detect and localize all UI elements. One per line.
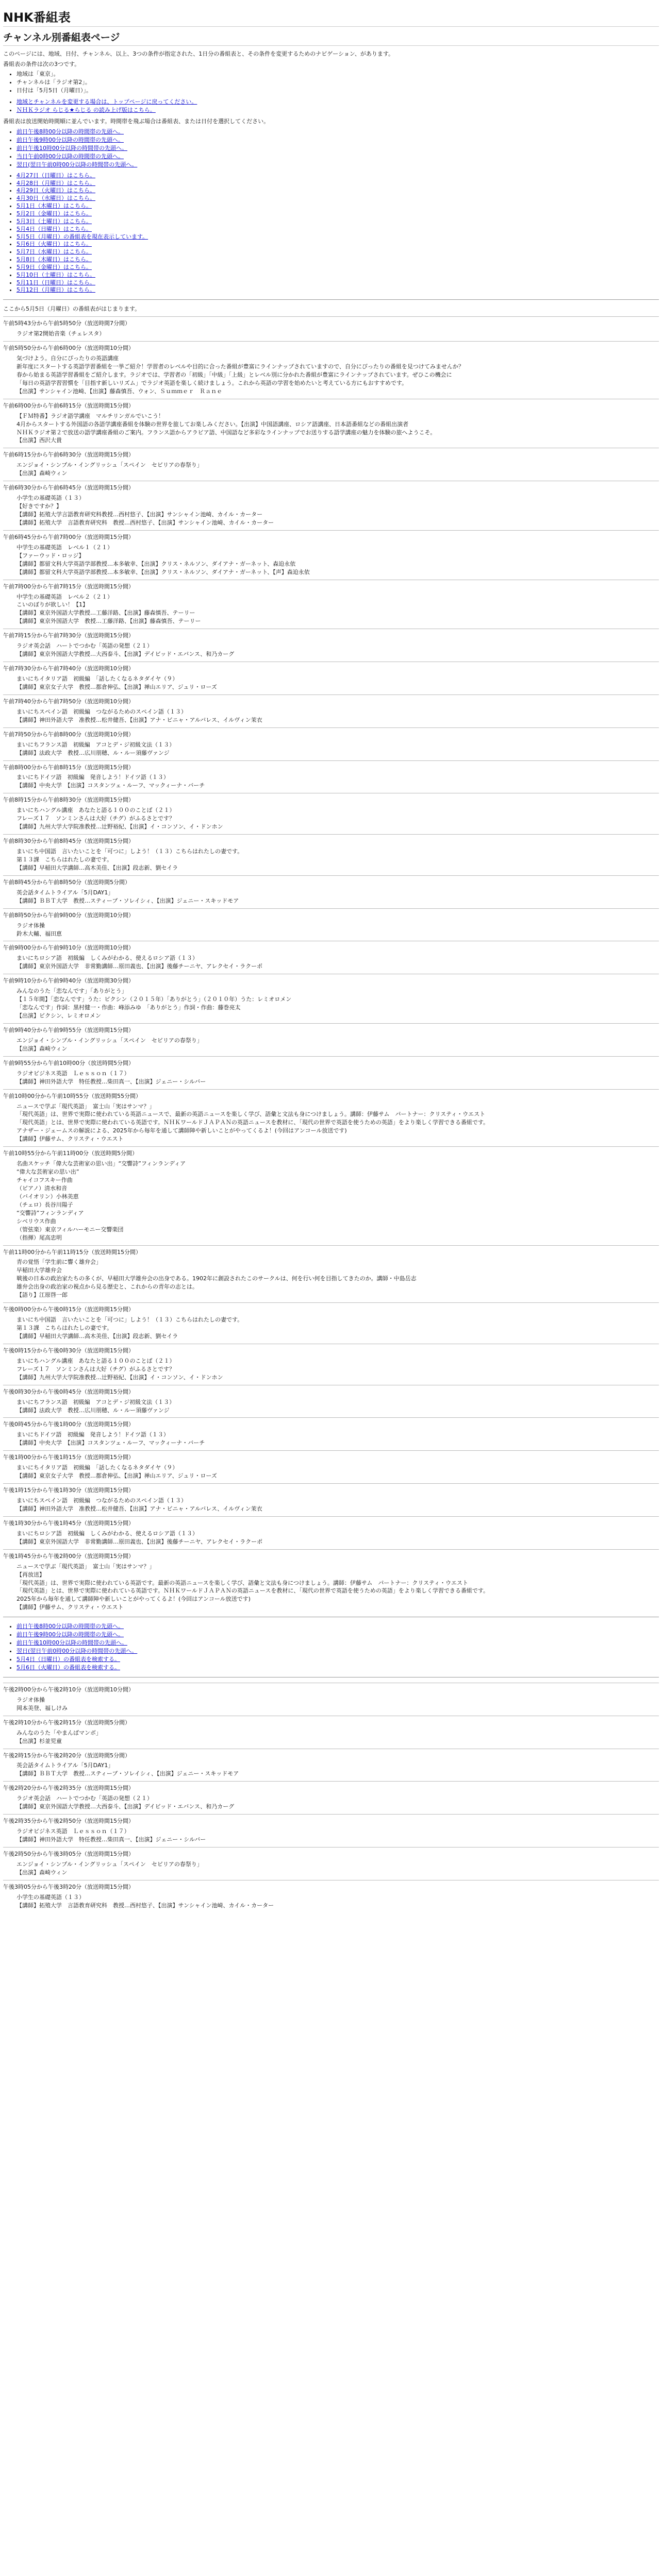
- program-time: 午後2時35分から午後2時50分（放送時間15分間）: [3, 1818, 134, 1825]
- program-time: 午前7時15分から午前7時30分（放送時間15分間）: [3, 632, 134, 639]
- program-time: 午後0時30分から午後0時45分（放送時間15分間）: [3, 1388, 134, 1395]
- program-detail: • ＮＨＫラジオ第２で放送の語学講座番組のご案内。フランス語からアラビア語、中国語など多彩なラインナップでお送りする語学講座の魅力を体験の旅へようこそ。: [16, 429, 659, 437]
- program-details: [3, 354, 659, 396]
- program-time: 午前6時15分から午前6時30分（放送時間15分間）: [3, 451, 134, 459]
- program-detail: • ラジオ体操: [16, 922, 659, 930]
- program-detail: • 「毎日の英語学習習慣を「目指す新しいリズム」でラジオ英語を楽しく続けましょう。これから英語の学習を始めたいと考えている方にもおすすめです。: [16, 379, 659, 387]
- program-detail: • 【講師】東京外国語大学教授…工藤洋路、【出演】藤森慎吾、テーリー: [16, 609, 659, 617]
- program-time: 午前8時00分から午前8時15分（放送時間15分間）: [3, 764, 134, 771]
- program-block: [3, 974, 659, 1020]
- program-detail: • 【好きですか？】: [16, 502, 659, 511]
- search-date-link[interactable]: 5月4日（日曜日）の番組表を検索する。: [16, 1656, 120, 1663]
- conditions-heading: 番組表の条件は次の3つです。: [3, 60, 80, 67]
- program-detail: • 【講師】拓殖大学言語教育研究科教授…西村悠子、【出演】サンシャイン池崎、カイル・カーター: [16, 511, 659, 519]
- list-start-text: ここから5月5日（月曜日）の番組表がはじまります。: [3, 306, 141, 313]
- program-block: [3, 1417, 659, 1447]
- program-detail: • 【講師】東京外国語大学 非常勤講師…原田義也、【出演】後藤チーニヤ、アレクセイ・ラクーポ: [16, 962, 659, 971]
- program-block: [3, 316, 659, 338]
- program-detail: • 【講師】東京外国語大学 教授…工藤洋路、【出演】藤森慎吾、テーリー: [16, 617, 659, 625]
- program-detail: • まいにちハングル講座 あなたと語る１００のことば（２１）: [16, 806, 659, 815]
- program-block: [3, 1683, 659, 1713]
- date-link[interactable]: 5月9日（金曜日）はこちら。: [16, 263, 92, 270]
- program-detail: • 第１３課 こちらはれたしの妻です。: [16, 856, 659, 864]
- date-link[interactable]: 5月12日（月曜日）はこちら。: [16, 286, 95, 294]
- program-time: 午後1時00分から午後1時15分（放送時間15分間）: [3, 1454, 134, 1461]
- program-divider: [3, 1146, 659, 1147]
- condition-item: • 地域は「東京」。: [16, 70, 659, 78]
- program-detail: • 【講師】都留文科大学英語学部教授…本多敏幸、【出演】クリス・ネルソン、ダイアナ・ガーネット、森迫永依: [16, 560, 659, 568]
- program-detail: • ラジオビジネス英語 Ｌｅｓｓｏｎ（１７）: [16, 1070, 659, 1078]
- program-details: [3, 494, 659, 527]
- search-date-link[interactable]: 5月6日（火曜日）の番組表を検索する。: [16, 1664, 120, 1671]
- program-detail: • 新年度にスタートする英語学習番組を一挙ご紹介！学習者のレベルや目的に合った番組が豊富にラインナップされていますので、自分にぴったりの番組を見つけてみませんか？: [16, 363, 659, 371]
- program-detail: • みんなのうた「やまんばマンボ」: [16, 1729, 659, 1737]
- program-detail: • 【講師】東京外国語大学教授…大西泰斗、【出演】デイビッド・エバンス、和乃カーグ: [16, 650, 659, 658]
- program-block: [3, 1302, 659, 1341]
- program-details: [3, 1258, 659, 1299]
- program-details: [3, 1860, 659, 1877]
- time-link[interactable]: 前日午後9時00分以降の時間帯の先頭へ。: [16, 1631, 124, 1638]
- program-details: [3, 1103, 659, 1144]
- program-detail: • 【１５年間】「恋なんです」うた：ビクシン（２０１５年）「ありがとう」（２０１０年）うた：レミオロメン: [16, 995, 659, 1004]
- program-details: [3, 922, 659, 938]
- program-detail: • 【講師】都留文科大学英語学部教授…本多敏幸、【出演】クリス・ネルソン、ダイアナ・ガーネット、【声】森迫永依: [16, 568, 659, 577]
- program-divider: [3, 727, 659, 728]
- program-time: 午後1時30分から午後1時45分（放送時間15分間）: [3, 1519, 134, 1527]
- date-link[interactable]: 5月6日（火曜日）はこちら。: [16, 241, 92, 248]
- time-link[interactable]: 前日午後8時00分以降の時間帯の先頭へ。: [16, 128, 124, 135]
- program-details: [3, 1037, 659, 1053]
- program-list-afternoon: [3, 1683, 659, 1910]
- program-block: [3, 1716, 659, 1745]
- program-detail: • 4月からスタートする外国語の各語学講座番組を体験の世界を旅してお楽しみください。【出演】中国語講座、ロシア語講座、日本語番組などの番組出演者: [16, 420, 659, 429]
- program-details: [3, 1357, 659, 1382]
- program-detail: • 【出演】森崎ウィン: [16, 469, 659, 478]
- program-block: [3, 580, 659, 626]
- date-link[interactable]: 4月29日（火曜日）はこちら。: [16, 187, 95, 194]
- program-time: 午後2時10分から午後2時15分（放送時間5分間）: [3, 1719, 130, 1726]
- program-detail: • 【ＦＭ特番】ラジオ語学講座 マルチリンガルでいこう！: [16, 412, 659, 420]
- program-time: 午前7時30分から午前7時40分（放送時間10分間）: [3, 665, 134, 672]
- program-detail: • 【出演】サンシャイン池崎、【出演】藤森慎吾、ウォン、Ｓｕｍｍｅｒ Ｒａｎｅ: [16, 387, 659, 396]
- back-to-top-link[interactable]: 地域とチャンネルを変更する場合は、トップページに戻ってください。: [16, 98, 197, 106]
- program-detail: • 【語り】江原啓一郎: [16, 1291, 659, 1299]
- program-details: [3, 848, 659, 872]
- program-block: [3, 1344, 659, 1382]
- program-divider: [3, 1023, 659, 1024]
- program-detail: • 【出演】西沢大貴: [16, 436, 659, 445]
- program-detail: • フレーズ１７ ソンミンさんは大好（チグ）がふるさとです？: [16, 815, 659, 823]
- program-detail: • 【講師】神田外語大学 特任教授…柴田真一、【出演】ジェニー・シルバー: [16, 1078, 659, 1086]
- divider: [3, 299, 659, 300]
- program-detail: • 【講師】法政大学 教授…広川朋穂、ル・ルー須藤ヴァンジ: [16, 749, 659, 757]
- program-divider: [3, 316, 659, 317]
- program-block: [3, 1781, 659, 1811]
- program-block: [3, 834, 659, 872]
- date-link[interactable]: 4月30日（水曜日）はこちら。: [16, 195, 95, 202]
- program-detail: • 【講師】ＢＢＴ大学 教授…スティーブ・ソレイシィ、【出演】ジェニー・スキッドモア: [16, 897, 659, 905]
- program-block: [3, 481, 659, 527]
- radiru-link[interactable]: ＮＨＫラジオ らじる★らじる の読み上げ版はこちら。: [16, 107, 156, 114]
- program-block: [3, 1749, 659, 1778]
- program-time: 午前10時55分から午前11時00分（放送時間5分間）: [3, 1150, 138, 1157]
- program-block: [3, 1056, 659, 1086]
- program-detail: • 【出演】森崎ウィン: [16, 1045, 659, 1053]
- program-divider: [3, 1450, 659, 1451]
- program-detail: • 【講師】東京外国語大学教授…大西泰斗、【出演】デイビッド・エバンス、和乃カーグ: [16, 1803, 659, 1811]
- program-detail: • （指揮）尾高忠明: [16, 1234, 659, 1242]
- program-time: 午前8時50分から午前9時00分（放送時間10分間）: [3, 911, 134, 919]
- program-detail: • 「現代英語」とは、世界で実際に使われている英語です。ＮＨＫワールドＪＡＰＡＮの英語ニュースを教材に、「現代の世界で英語を使うための英語」をより楽しく学習できる番組です。: [16, 1587, 659, 1595]
- program-time: 午前8時45分から午前8時50分（放送時間5分間）: [3, 878, 130, 886]
- program-divider: [3, 1417, 659, 1418]
- program-detail: • ラジオ英会話 ハートでつかむ「英語の発想（２１）: [16, 1794, 659, 1803]
- program-details: [3, 1563, 659, 1612]
- program-details: [3, 1160, 659, 1242]
- program-detail: • ニュースで学ぶ「現代英語」 富士山「実はサンマ？」: [16, 1103, 659, 1111]
- program-detail: • 名曲スケッチ「偉大な芸術家の思い出」“交響詩”フィンランディア: [16, 1160, 659, 1168]
- program-block: [3, 399, 659, 445]
- program-block: [3, 875, 659, 905]
- program-detail: • 中学生の基礎英語 レベル２（２１）: [16, 593, 659, 601]
- program-block: [3, 1516, 659, 1546]
- program-time: 午前6時30分から午前6時45分（放送時間15分間）: [3, 484, 134, 492]
- program-list: [3, 316, 659, 1612]
- program-details: [3, 461, 659, 478]
- program-details: [3, 1893, 659, 1910]
- date-link[interactable]: 5月8日（木曜日）はこちら。: [16, 256, 92, 263]
- program-detail: • まいにちフランス語 初級編 アコとデ・ジ初級文法（１３）: [16, 741, 659, 749]
- conditions-list: [3, 70, 659, 95]
- program-detail: • 【出演】森崎ウィン: [16, 1869, 659, 1877]
- program-detail: • 小学生の基礎英語（１３）: [16, 1893, 659, 1902]
- page-subtitle: チャンネル別番組表ページ: [3, 32, 659, 46]
- program-time: 午前11時00分から午前11時15分（放送時間15分間）: [3, 1248, 141, 1256]
- program-details: [3, 1398, 659, 1415]
- program-divider: [3, 875, 659, 876]
- program-detail: • 英会話タイムトライアル「5月DAY1」: [16, 1761, 659, 1770]
- program-block: [3, 1814, 659, 1844]
- program-detail: • 【講師】東京女子大学 教授…都倉伸弘、【出演】禅山エリア、ジュリ・ローズ: [16, 1472, 659, 1480]
- program-detail: • 英会話タイムトライアル「5月DAY1」: [16, 889, 659, 897]
- program-details: [3, 954, 659, 971]
- program-divider: [3, 1516, 659, 1517]
- date-link[interactable]: 5月1日（木曜日）はこちら。: [16, 202, 92, 210]
- program-details: [3, 773, 659, 790]
- program-detail: • まいにちドイツ語 初級編 発音しよう！ドイツ語（１３）: [16, 1431, 659, 1439]
- program-divider: [3, 834, 659, 835]
- program-block: [3, 694, 659, 724]
- program-detail: • まいにちロシア語 初級編 しくみがわかる、使えるロシア語（１３）: [16, 954, 659, 962]
- program-details: [3, 1827, 659, 1844]
- program-details: [3, 1316, 659, 1341]
- page-title: NHK番組表: [3, 10, 659, 27]
- program-divider: [3, 908, 659, 909]
- program-detail: • 【講師】早稲田大学講師…高木美佳、【出演】段志新、劉セイラ: [16, 1332, 659, 1341]
- program-detail: • まいにちイタリア語 初級編 「話したくなるネタダイヤ（９）: [16, 1464, 659, 1472]
- program-time: 午前7時50分から午前8時00分（放送時間10分間）: [3, 731, 134, 738]
- time-link[interactable]: 前日午後10時00分以降の時間帯の先頭へ。: [16, 1639, 127, 1647]
- top-links: [3, 98, 659, 114]
- time-link[interactable]: 前日午後9時00分以降の時間帯の先頭へ。: [16, 137, 124, 144]
- program-details: [3, 987, 659, 1020]
- program-detail: • “交響詩”フィンランディア: [16, 1209, 659, 1217]
- program-detail: • 第１３課 こちらはれたしの妻です。: [16, 1324, 659, 1332]
- program-time: 午前7時40分から午前7時50分（放送時間10分間）: [3, 698, 134, 705]
- program-detail: • 【講師】東京女子大学 教授…都倉伸弘、【出演】禅山エリア、ジュリ・ローズ: [16, 683, 659, 691]
- program-detail: • まいにちハングル講座 あなたと語る１００のことば（２１）: [16, 1357, 659, 1365]
- navigation-heading: 番組表は放送開始時間順に並んでいます。時間帯を飛ぶ場合は番組表、または日付を選択してください。: [3, 118, 270, 125]
- program-detail: • みんなのうた「恋なんです」「ありがとう」: [16, 987, 659, 995]
- time-link[interactable]: 当日午前0時00分以降の時間帯の先頭へ。: [16, 152, 124, 160]
- program-divider: [3, 1814, 659, 1815]
- program-detail: • 中学生の基礎英語 レベル１（２１）: [16, 544, 659, 552]
- intro-text: このページには、地域、日付、チャンネル、以上、3つの条件が指定された、1日分の番組表と、その条件を変更するためのナビゲーション、があります。: [3, 50, 394, 57]
- program-detail: • 【出演】杉並児童: [16, 1737, 659, 1745]
- program-detail: • アナザー・ジェームスの解説による、2025年から毎年を通して講師陣や新しいことがやってくるよ！(今回はアンコール放送です): [16, 1127, 659, 1135]
- time-link[interactable]: 前日午後8時00分以降の時間帯の先頭へ。: [16, 1623, 124, 1630]
- program-detail: • 岡本美登、福しけみ: [16, 1704, 659, 1713]
- program-time: 午後3時05分から午後3時20分（放送時間15分間）: [3, 1883, 134, 1890]
- program-detail: • ラジオビジネス英語 Ｌｅｓｓｏｎ（１７）: [16, 1827, 659, 1836]
- program-detail: • 気づけよう。自分にぴったりの英語講座: [16, 354, 659, 363]
- program-detail: • エンジョイ・シンプル・イングリッシュ「スペイン セビリアの春祭り」: [16, 1037, 659, 1045]
- program-details: [3, 1497, 659, 1513]
- program-block: [3, 662, 659, 691]
- program-detail: • エンジョイ・シンプル・イングリッシュ「スペイン セビリアの春祭り」: [16, 1860, 659, 1869]
- program-detail: • 【出演】ビクシン、レミオロメン: [16, 1012, 659, 1020]
- program-details: [3, 330, 659, 338]
- date-link[interactable]: 5月10日（土曜日）はこちら。: [16, 271, 95, 278]
- program-block: [3, 1483, 659, 1513]
- date-link[interactable]: 5月7日（水曜日）はこちら。: [16, 248, 92, 256]
- program-detail: • エンジョイ・シンプル・イングリッシュ「スペイン セビリアの春祭り」: [16, 461, 659, 469]
- program-detail: • まいにちフランス語 初級編 アコとデ・ジ初級文法（１３）: [16, 1398, 659, 1406]
- date-link[interactable]: 5月3日（土曜日）はこちら。: [16, 217, 92, 225]
- program-block: [3, 1549, 659, 1612]
- program-block: [3, 727, 659, 757]
- program-time: 午前6時45分から午前7時00分（放送時間15分間）: [3, 533, 134, 540]
- program-detail: • 【講師】中央大学 【出演】コスタンツェ・ルーフ、マックィーナ・バーチ: [16, 1439, 659, 1447]
- program-detail: • 青の覚悟「学生前に響く雄弁会」: [16, 1258, 659, 1266]
- program-time: 午前8時30分から午前8時45分（放送時間15分間）: [3, 838, 134, 845]
- program-detail: • フレーズ１７ ソンミンさんは大好（チグ）がふるさとです？: [16, 1365, 659, 1374]
- program-divider: [3, 1781, 659, 1782]
- program-divider: [3, 1483, 659, 1484]
- program-detail: • 【講師】早稲田大学講師…高木美佳、【出演】段志新、劉セイラ: [16, 864, 659, 872]
- program-time: 午後1時45分から午後2時00分（放送時間15分間）: [3, 1552, 134, 1560]
- program-detail: • 【講師】九州大学大学院准教授…辻野裕紀、【出演】イ・コンソン、イ・ドンホン: [16, 1374, 659, 1382]
- program-detail: • 【講師】法政大学 教授…広川朋穂、ル・ルー須藤ヴァンジ: [16, 1406, 659, 1415]
- program-details: [3, 889, 659, 905]
- program-detail: • （ピアノ）清水和音: [16, 1184, 659, 1193]
- program-detail: • “偉大な芸術家の思い出”: [16, 1168, 659, 1176]
- program-detail: • 【講師】ＢＢＴ大学 教授…スティーブ・ソレイシィ、【出演】ジェニー・スキッドモア: [16, 1770, 659, 1778]
- program-detail: • 【講師】神田外語大学 准教授…松井健吾、【出演】アナ・ビニャ・アルバレス、イルヴィン茉衣: [16, 1505, 659, 1513]
- program-divider: [3, 1549, 659, 1550]
- program-detail: • 【講師】神田外語大学 特任教授…柴田真一、【出演】ジェニー・シルバー: [16, 1836, 659, 1844]
- program-block: [3, 1880, 659, 1910]
- program-divider: [3, 1245, 659, 1246]
- program-detail: • 「現代英語」とは、世界で実際に使われている英語です。ＮＨＫワールドＪＡＰＡＮの英語ニュースを教材に、「現代の世界で英語を使うための英語」をより楽しく学習できる番組です。: [16, 1118, 659, 1127]
- program-block: [3, 1146, 659, 1242]
- program-time: 午前6時00分から午前6時15分（放送時間15分間）: [3, 402, 134, 409]
- mid-links: [3, 1622, 659, 1672]
- program-detail: • 小学生の基礎英語（１３）: [16, 494, 659, 502]
- program-details: [3, 1761, 659, 1778]
- program-detail: • 【講師】神田外語大学 准教授…松井健吾、【出演】アナ・ビニャ・アルバレス、イルヴィン茉衣: [16, 716, 659, 724]
- program-detail: • 「現代英語」は、世界で実際に使われている英語です。最新の英語ニュースを楽しく学び、語彙と文法も身につけましょう。講師：伊藤サム パートナー：クリスティ・ウエスト: [16, 1579, 659, 1587]
- program-details: [3, 675, 659, 691]
- program-divider: [3, 530, 659, 531]
- program-divider: [3, 1847, 659, 1848]
- program-detail: • ニュースで学ぶ「現代英語」 富士山「実はサンマ？」: [16, 1563, 659, 1571]
- program-detail: • ラジオ第2開始音楽（チェレスタ）: [16, 330, 659, 338]
- program-block: [3, 760, 659, 790]
- program-detail: • まいにちスペイン語 初級編 つながるためのスペイン語（１３）: [16, 1497, 659, 1505]
- program-divider: [3, 1056, 659, 1057]
- program-details: [3, 1431, 659, 1447]
- program-detail: • （管弦楽）東京フィルハーモニー交響楽団: [16, 1226, 659, 1234]
- time-link[interactable]: 翌日(翌日午前0時00分以降の時間帯の先頭へ。: [16, 161, 138, 168]
- program-divider: [3, 1089, 659, 1090]
- program-time: 午後2時20分から午後2時35分（放送時間15分間）: [3, 1785, 134, 1792]
- program-time: 午前9時10分から午前9時40分（放送時間30分間）: [3, 977, 134, 985]
- date-link[interactable]: 4月27日（日曜日）はこちら。: [16, 172, 95, 179]
- program-details: [3, 593, 659, 626]
- program-time: 午前5時50分から午前6時00分（放送時間10分間）: [3, 345, 134, 352]
- condition-item: • 日付は「5月5日（月曜日）」。: [16, 87, 659, 95]
- program-block: [3, 1385, 659, 1415]
- program-detail: • まいにち中国語 言いたいことを「可つに」しよう！（１３）こちらはれたしの妻です。: [16, 848, 659, 856]
- program-block: [3, 1847, 659, 1877]
- program-divider: [3, 1302, 659, 1303]
- date-link[interactable]: 5月11日（日曜日）はこちら。: [16, 279, 95, 286]
- program-block: [3, 1023, 659, 1053]
- program-details: [3, 1729, 659, 1745]
- program-details: [3, 708, 659, 724]
- program-time: 午後1時15分から午後1時30分（放送時間15分間）: [3, 1487, 134, 1494]
- program-block: [3, 793, 659, 831]
- program-time: 午前8時15分から午前8時30分（放送時間15分間）: [3, 796, 134, 804]
- program-detail: • チャイコフスキー作曲: [16, 1176, 659, 1184]
- program-details: [3, 1530, 659, 1546]
- program-detail: • 【講師】中央大学 【出演】コスタンツェ・ルーフ、マックィーナ・バーチ: [16, 782, 659, 790]
- program-time: 午前9時55分から午前10時00分（放送時間5分間）: [3, 1059, 134, 1066]
- program-time: 午前9時00分から午前9時10分（放送時間10分間）: [3, 944, 134, 952]
- program-detail: • 「現代英語」は、世界で実際に使われている英語ニュースで、最新の英語ニュースを楽しく学び、語彙と文法も身につけましょう。講師：伊藤サム パートナー：クリスティ・ウエスト: [16, 1110, 659, 1118]
- program-detail: • 2025年から毎年を通して講師陣や新しいことがやってくるよ！(今回はアンコール放送です): [16, 1595, 659, 1603]
- program-detail: • シベリウス作曲: [16, 1217, 659, 1226]
- program-details: [3, 806, 659, 831]
- time-links: [3, 128, 659, 169]
- program-time: 午前10時00分から午前10時55分（放送時間55分間）: [3, 1092, 141, 1099]
- program-detail: • 【講師】東京外国語大学 非常勤講師…原田義也、【出演】後藤チーニヤ、アレクセイ・ラクーポ: [16, 1538, 659, 1546]
- program-details: [3, 544, 659, 577]
- program-time: 午前5時43分から午前5時50分（放送時間7分間）: [3, 320, 130, 327]
- program-block: [3, 1245, 659, 1300]
- date-link-current[interactable]: 5月5日（月曜日）の番組表を現在表示しています。: [16, 233, 148, 240]
- program-detail: • 春から始まる英語学習番組をご紹介します。ラジオでは、学習者の「初級」「中級」「上級」とレベル別に分かれた番組が豊富にラインナップされています。ぜひこの機会に: [16, 371, 659, 379]
- program-block: [3, 448, 659, 478]
- program-details: [3, 642, 659, 658]
- program-detail: • まいにちスペイン語 初級編 つながるためのスペイン語（１３）: [16, 708, 659, 716]
- condition-item: • チャンネルは「ラジオ第2」。: [16, 78, 659, 87]
- program-time: 午後2時15分から午後2時20分（放送時間5分間）: [3, 1752, 130, 1759]
- program-time: 午前7時00分から午前7時15分（放送時間15分間）: [3, 583, 134, 590]
- program-time: 午後2時00分から午後2時10分（放送時間10分間）: [3, 1686, 134, 1693]
- date-link[interactable]: 5月4日（日曜日）はこちら。: [16, 225, 92, 232]
- program-block: [3, 1450, 659, 1480]
- program-detail: • まいにちドイツ語 初級編 発音しよう！ドイツ語（１３）: [16, 773, 659, 782]
- program-block: [3, 941, 659, 971]
- program-detail: • 鈴木大輔、福田恵: [16, 930, 659, 938]
- program-detail: • 【講師】伊藤サム、クリスティ・ウエスト: [16, 1135, 659, 1143]
- program-time: 午後0時00分から午後0時15分（放送時間15分間）: [3, 1306, 134, 1313]
- program-detail: • こいのぼりが欲しい！【1】: [16, 601, 659, 609]
- program-time: 午後0時15分から午後0時30分（放送時間15分間）: [3, 1347, 134, 1354]
- program-detail: • 「恋なんです」作詞：黒村健一・作曲：峰添みゆ 「ありがとう」作詞・作曲：藤巻亮太: [16, 1004, 659, 1012]
- program-block: [3, 341, 659, 396]
- program-divider: [3, 341, 659, 342]
- program-detail: • 【再放送】: [16, 1571, 659, 1579]
- program-detail: • （チェロ）長谷川陽子: [16, 1201, 659, 1209]
- program-divider: [3, 760, 659, 761]
- program-detail: • 【ファーウッド・ロッジ】: [16, 552, 659, 560]
- program-detail: • （バイオリン）小林美恵: [16, 1193, 659, 1201]
- program-details: [3, 1070, 659, 1086]
- program-detail: • 戦後の日本の政治家たちの多くが、早稲田大学雄弁会の出身である。1902年に創設されたこのサークルは、何を行い何を目指してきたのか。講師・中島岳志: [16, 1275, 659, 1283]
- time-link[interactable]: 翌日(翌日午前0時00分以降の時間帯の先頭へ。: [16, 1648, 138, 1655]
- program-detail: • 【講師】九州大学大学院准教授…辻野裕紀、【出演】イ・コンソン、イ・ドンホン: [16, 823, 659, 831]
- program-detail: • 【講師】拓殖大学 言語教育研究科 教授…西村悠子、【出演】サンシャイン池崎、カイル・カーター: [16, 1902, 659, 1910]
- program-detail: • 早稲田大学雄弁会: [16, 1266, 659, 1275]
- program-detail: • 【講師】伊藤サム、クリスティ・ウエスト: [16, 1603, 659, 1612]
- program-detail: • 雄弁会出身の政治家の視点から見る歴史と、これからの青年の志とは。: [16, 1283, 659, 1291]
- program-details: [3, 1464, 659, 1480]
- program-details: [3, 1794, 659, 1811]
- program-block: [3, 1089, 659, 1144]
- program-time: 午後2時50分から午後3時05分（放送時間15分間）: [3, 1850, 134, 1857]
- program-detail: • ラジオ英会話 ハートでつかむ「英語の発想（２１）: [16, 642, 659, 650]
- program-detail: • まいにちイタリア語 初級編 「話したくなるネタダイヤ（９）: [16, 675, 659, 683]
- program-detail: • 【講師】拓殖大学 言語教育研究科 教授…西村悠子、【出演】サンシャイン池崎、カイル・カーター: [16, 519, 659, 527]
- program-detail: • まいにちロシア語 初級編 しくみがわかる、使えるロシア語（１３）: [16, 1530, 659, 1538]
- program-details: [3, 1696, 659, 1713]
- program-detail: • ラジオ体操: [16, 1696, 659, 1704]
- program-block: [3, 629, 659, 658]
- time-link[interactable]: 前日午後10時00分以降の時間帯の先頭へ。: [16, 144, 127, 151]
- date-links: [3, 172, 659, 295]
- program-time: 午後0時45分から午後1時00分（放送時間15分間）: [3, 1421, 134, 1428]
- date-link[interactable]: 4月28日（月曜日）はこちら。: [16, 179, 95, 187]
- program-block: [3, 530, 659, 577]
- date-link[interactable]: 5月2日（金曜日）はこちら。: [16, 210, 92, 217]
- program-divider: [3, 694, 659, 695]
- program-block: [3, 908, 659, 938]
- program-details: [3, 412, 659, 445]
- program-time: 午前9時40分から午前9時55分（放送時間15分間）: [3, 1026, 134, 1033]
- program-detail: • まいにち中国語 言いたいことを「可つに」しよう！（１３）こちらはれたしの妻です。: [16, 1316, 659, 1324]
- program-details: [3, 741, 659, 757]
